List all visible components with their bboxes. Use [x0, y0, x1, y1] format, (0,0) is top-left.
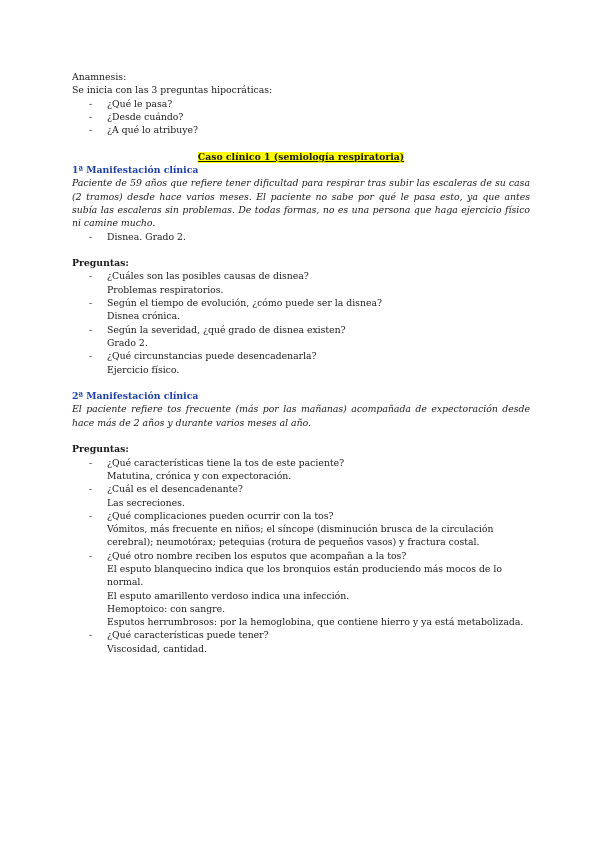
question-item: [72, 457, 530, 484]
dash-bullet: -: [89, 271, 93, 283]
list-item: [72, 98, 530, 111]
answer-text: Las secreciones.: [107, 497, 185, 509]
questions-1-label: Preguntas:: [72, 258, 129, 270]
answer-text: Grado 2.: [107, 337, 148, 349]
question-item: [72, 629, 530, 656]
question-text: Según el tiempo de evolución, ¿cómo puede ser la disnea?: [107, 298, 382, 310]
list-item: [72, 231, 530, 244]
dash-bullet: -: [89, 298, 93, 310]
question-item: [72, 550, 530, 630]
dash-bullet: -: [89, 510, 93, 522]
dash-bullet: -: [89, 630, 93, 642]
list-item: [72, 124, 530, 137]
manifestation-1-paragraph: Paciente de 59 años que refiere tener dificultad para respirar tras subir las escaleras de su casa (2 tramos) desde hace varios meses. El paciente no sabe por qué le pasa esto, ya que antes subía las escaleras sin problemas. De todas formas, no es una persona que haga ejercicio físico ni camine mucho.: [72, 178, 530, 230]
answer-text: Vómitos, más frecuente en niños; el síncope (disminución brusca de la circulación cerebral); neumotórax; petequias (rotura de pequeños vasos) y fractura costal.: [107, 524, 494, 549]
list-item-text: Disnea. Grado 2.: [107, 231, 186, 243]
answer-text: Ejercicio físico.: [107, 364, 180, 376]
question-text: ¿Cuál es el desencadenante?: [107, 484, 243, 496]
dash-bullet: -: [89, 457, 93, 469]
list-item-text: ¿Qué le pasa?: [107, 98, 173, 110]
question-item: [72, 510, 530, 550]
dash-bullet: -: [89, 231, 93, 243]
answer-text: Disnea crónica.: [107, 311, 181, 323]
dash-bullet: -: [89, 550, 93, 562]
case-title: [72, 151, 530, 164]
dash-bullet: -: [89, 484, 93, 496]
manifestation-1-list: [72, 231, 530, 244]
dash-bullet: -: [89, 324, 93, 336]
questions-2-label: Preguntas:: [72, 444, 129, 456]
anamnesis-list: [72, 98, 530, 138]
manifestation-2-heading: 2ª Manifestación clínica: [72, 391, 199, 403]
answer-text: El esputo blanquecino indica que los bronquios están produciendo más mocos de lo normal.: [107, 563, 502, 589]
question-item: [72, 483, 530, 510]
anamnesis-title: Anamnesis:: [72, 72, 127, 83]
question-item: [72, 270, 530, 297]
question-text: ¿Qué características puede tener?: [107, 630, 269, 642]
answer-text: Esputos herrumbrosos: por la hemoglobina, que contiene hierro y ya está metabolizada.: [107, 617, 524, 629]
questions-1-list: [72, 270, 530, 376]
answer-text: Problemas respiratorios.: [107, 284, 224, 296]
question-item: [72, 297, 530, 324]
manifestation-2-paragraph: El paciente refiere tos frecuente (más por las mañanas) acompañada de expectoración desde hace más de 2 años y durante varios meses al año.: [72, 404, 530, 429]
document-page: [72, 71, 530, 656]
question-item: [72, 350, 530, 377]
questions-2-list: [72, 457, 530, 656]
answer-text: Viscosidad, cantidad.: [107, 643, 208, 655]
dash-bullet: -: [89, 111, 93, 123]
answer-text: Matutina, crónica y con expectoración.: [107, 470, 292, 482]
question-text: ¿Qué circunstancias puede desencadenarla?: [107, 351, 317, 363]
dash-bullet: -: [89, 351, 93, 363]
question-item: [72, 324, 530, 351]
dash-bullet: -: [89, 125, 93, 137]
question-text: ¿Qué otro nombre reciben los esputos que acompañan a la tos?: [107, 550, 407, 562]
question-text: ¿Qué características tiene la tos de este paciente?: [107, 457, 345, 469]
list-item-text: ¿A qué lo atribuye?: [107, 125, 198, 137]
list-item-text: ¿Desde cuándo?: [107, 111, 184, 123]
manifestation-1-heading: 1ª Manifestación clínica: [72, 165, 199, 177]
list-item: [72, 111, 530, 124]
answer-text: El esputo amarillento verdoso indica una infección.: [107, 590, 350, 602]
anamnesis-intro: Se inicia con las 3 preguntas hipocráticas:: [72, 85, 273, 97]
answer-text: Hemoptoico: con sangre.: [107, 603, 226, 615]
case-title-text: Caso clínico 1 (semiología respiratoria): [197, 151, 405, 163]
dash-bullet: -: [89, 98, 93, 110]
question-text: Según la severidad, ¿qué grado de disnea existen?: [107, 324, 346, 336]
question-text: ¿Qué complicaciones pueden ocurrir con la tos?: [107, 510, 334, 522]
question-text: ¿Cuáles son las posibles causas de disnea?: [107, 271, 309, 283]
